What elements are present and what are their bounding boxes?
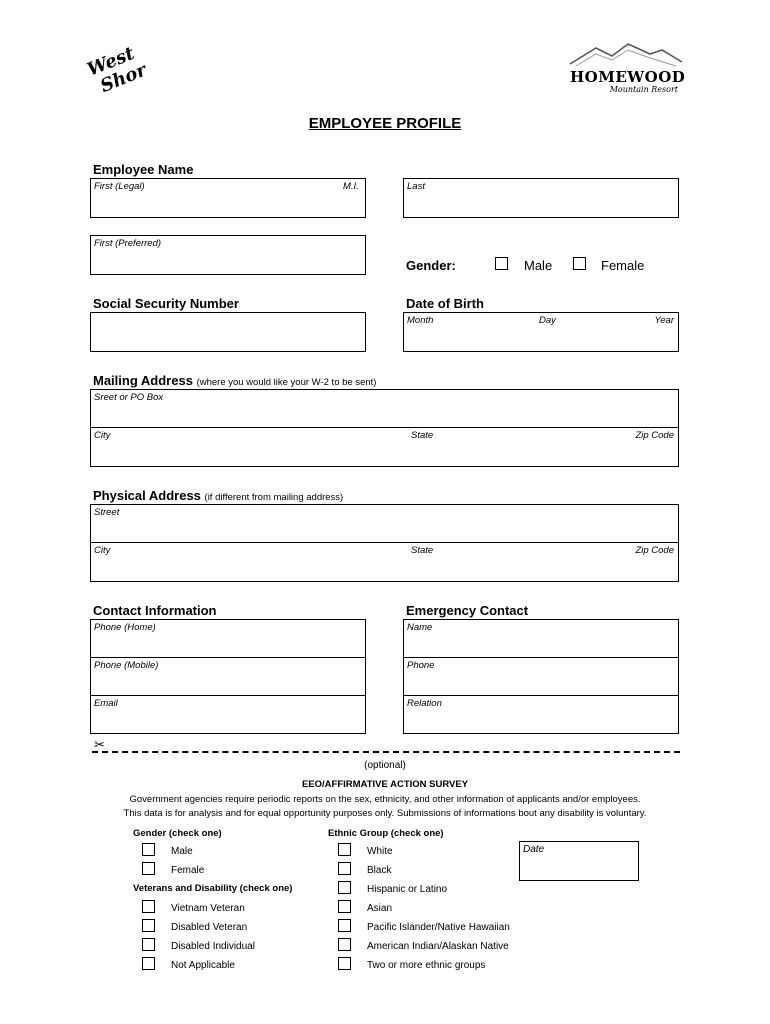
dob-heading: Date of Birth <box>406 296 484 311</box>
mailing-heading <box>93 373 376 388</box>
gender-male-label: Male <box>524 258 553 273</box>
phone-mobile-label: Phone (Mobile) <box>94 660 159 671</box>
first-preferred-label: First (Preferred) <box>94 238 162 249</box>
last-label: Last <box>407 181 425 192</box>
dob-year-label: Year <box>654 315 674 326</box>
ethnic-option-checkbox[interactable] <box>338 881 351 894</box>
email-label: Email <box>94 698 118 709</box>
ssn-field[interactable] <box>90 312 366 352</box>
vet-option-label: Not Applicable <box>171 960 235 971</box>
ethnic-option-checkbox[interactable] <box>338 843 351 856</box>
dob-field[interactable] <box>403 312 679 352</box>
ethnic-option-checkbox[interactable] <box>338 900 351 913</box>
vet-option-checkbox[interactable] <box>142 938 155 951</box>
mailing-city-label: City <box>94 430 111 441</box>
mailing-heading-text: Mailing Address <box>93 373 193 388</box>
optional-label: (optional) <box>364 760 406 771</box>
ssn-heading: Social Security Number <box>93 296 239 311</box>
vet-option-checkbox[interactable] <box>142 900 155 913</box>
email-field[interactable] <box>90 695 366 734</box>
survey-line-2: This data is for analysis and for equal opportunity purposes only. Submissions of informations bout any disability is voluntary. <box>123 808 647 819</box>
ethnic-option-label: Black <box>367 865 392 876</box>
ethnic-option-label: Hispanic or Latino <box>367 884 448 895</box>
svg-text:West: West <box>86 44 138 81</box>
scissors-icon: ✂ <box>94 737 105 752</box>
vet-option-label: Disabled Individual <box>171 941 255 952</box>
phone-home-label: Phone (Home) <box>94 622 156 633</box>
physical-zip-label: Zip Code <box>635 545 674 556</box>
emergency-relation-label: Relation <box>407 698 442 709</box>
mountain-icon <box>566 42 684 68</box>
gender-label: Gender: <box>406 258 456 273</box>
ethnic-option-label: White <box>367 846 393 857</box>
employee-name-heading: Employee Name <box>93 162 194 177</box>
survey-title: EEO/AFFIRMATIVE ACTION SURVEY <box>301 779 469 790</box>
dob-month-label: Month <box>407 315 434 326</box>
ethnic-option-label: Asian <box>367 903 393 914</box>
mailing-city-field[interactable] <box>90 427 679 467</box>
survey-gender-heading: Gender (check one) <box>133 828 222 839</box>
physical-state-label: State <box>411 545 434 556</box>
survey-gender-female-checkbox[interactable] <box>142 862 155 875</box>
ethnic-option-checkbox[interactable] <box>338 862 351 875</box>
westshore-logo <box>86 44 146 96</box>
ethnic-option-label: American Indian/Alaskan Native <box>367 941 509 952</box>
first-legal-label: First (Legal) <box>94 181 145 192</box>
mailing-note: (where you would like your W-2 to be sent) <box>196 377 377 388</box>
physical-note: (if different from mailing address) <box>204 492 344 503</box>
vet-option-label: Vietnam Veteran <box>171 903 245 914</box>
cut-line <box>92 751 680 753</box>
phone-mobile-field[interactable] <box>90 657 366 696</box>
physical-city-label: City <box>94 545 111 556</box>
first-legal-field[interactable] <box>90 178 366 218</box>
physical-heading-text: Physical Address <box>93 488 201 503</box>
phone-home-field[interactable] <box>90 619 366 658</box>
survey-line-1: Government agencies require periodic reports on the sex, ethnicity, and other information of applicants and/or employees. <box>129 794 641 805</box>
date-field[interactable] <box>519 841 639 881</box>
mailing-street-field[interactable] <box>90 389 679 428</box>
emergency-phone-field[interactable] <box>403 657 679 696</box>
gender-female-checkbox[interactable] <box>573 257 586 270</box>
svg-text:Shore: Shore <box>97 55 146 96</box>
homewood-subtitle: Mountain Resort <box>609 85 678 94</box>
ethnic-option-label: Two or more ethnic groups <box>367 960 486 971</box>
gender-female-label: Female <box>601 258 645 273</box>
survey-gender-female-label: Female <box>171 865 205 876</box>
physical-city-field[interactable] <box>90 542 679 582</box>
mailing-street-label: Sreet or PO Box <box>94 392 164 403</box>
vet-option-checkbox[interactable] <box>142 919 155 932</box>
ethnic-option-checkbox[interactable] <box>338 957 351 970</box>
ethnic-option-label: Pacific Islander/Native Hawaiian <box>367 922 510 933</box>
vet-option-label: Disabled Veteran <box>171 922 248 933</box>
emergency-phone-label: Phone <box>407 660 435 671</box>
contact-heading: Contact Information <box>93 603 217 618</box>
first-preferred-field[interactable] <box>90 235 366 275</box>
survey-ethnic-heading: Ethnic Group (check one) <box>328 828 444 839</box>
homewood-logo <box>566 42 684 98</box>
gender-male-checkbox[interactable] <box>495 257 508 270</box>
mailing-state-label: State <box>411 430 434 441</box>
dob-day-label: Day <box>539 315 556 326</box>
emergency-heading: Emergency Contact <box>406 603 529 618</box>
date-label: Date <box>523 844 545 855</box>
emergency-name-field[interactable] <box>403 619 679 658</box>
page-title: EMPLOYEE PROFILE <box>308 115 462 132</box>
survey-gender-male-checkbox[interactable] <box>142 843 155 856</box>
physical-street-label: Street <box>94 507 120 518</box>
vet-option-checkbox[interactable] <box>142 957 155 970</box>
emergency-relation-field[interactable] <box>403 695 679 734</box>
survey-vet-heading: Veterans and Disability (check one) <box>133 883 293 894</box>
mi-label: M.I. <box>343 181 359 192</box>
physical-street-field[interactable] <box>90 504 679 543</box>
ethnic-option-checkbox[interactable] <box>338 938 351 951</box>
mailing-zip-label: Zip Code <box>635 430 674 441</box>
survey-gender-male-label: Male <box>171 846 193 857</box>
ethnic-option-checkbox[interactable] <box>338 919 351 932</box>
physical-heading <box>93 488 343 503</box>
last-name-field[interactable] <box>403 178 679 218</box>
emergency-name-label: Name <box>407 622 433 633</box>
homewood-name: HOMEWOOD <box>570 68 686 86</box>
